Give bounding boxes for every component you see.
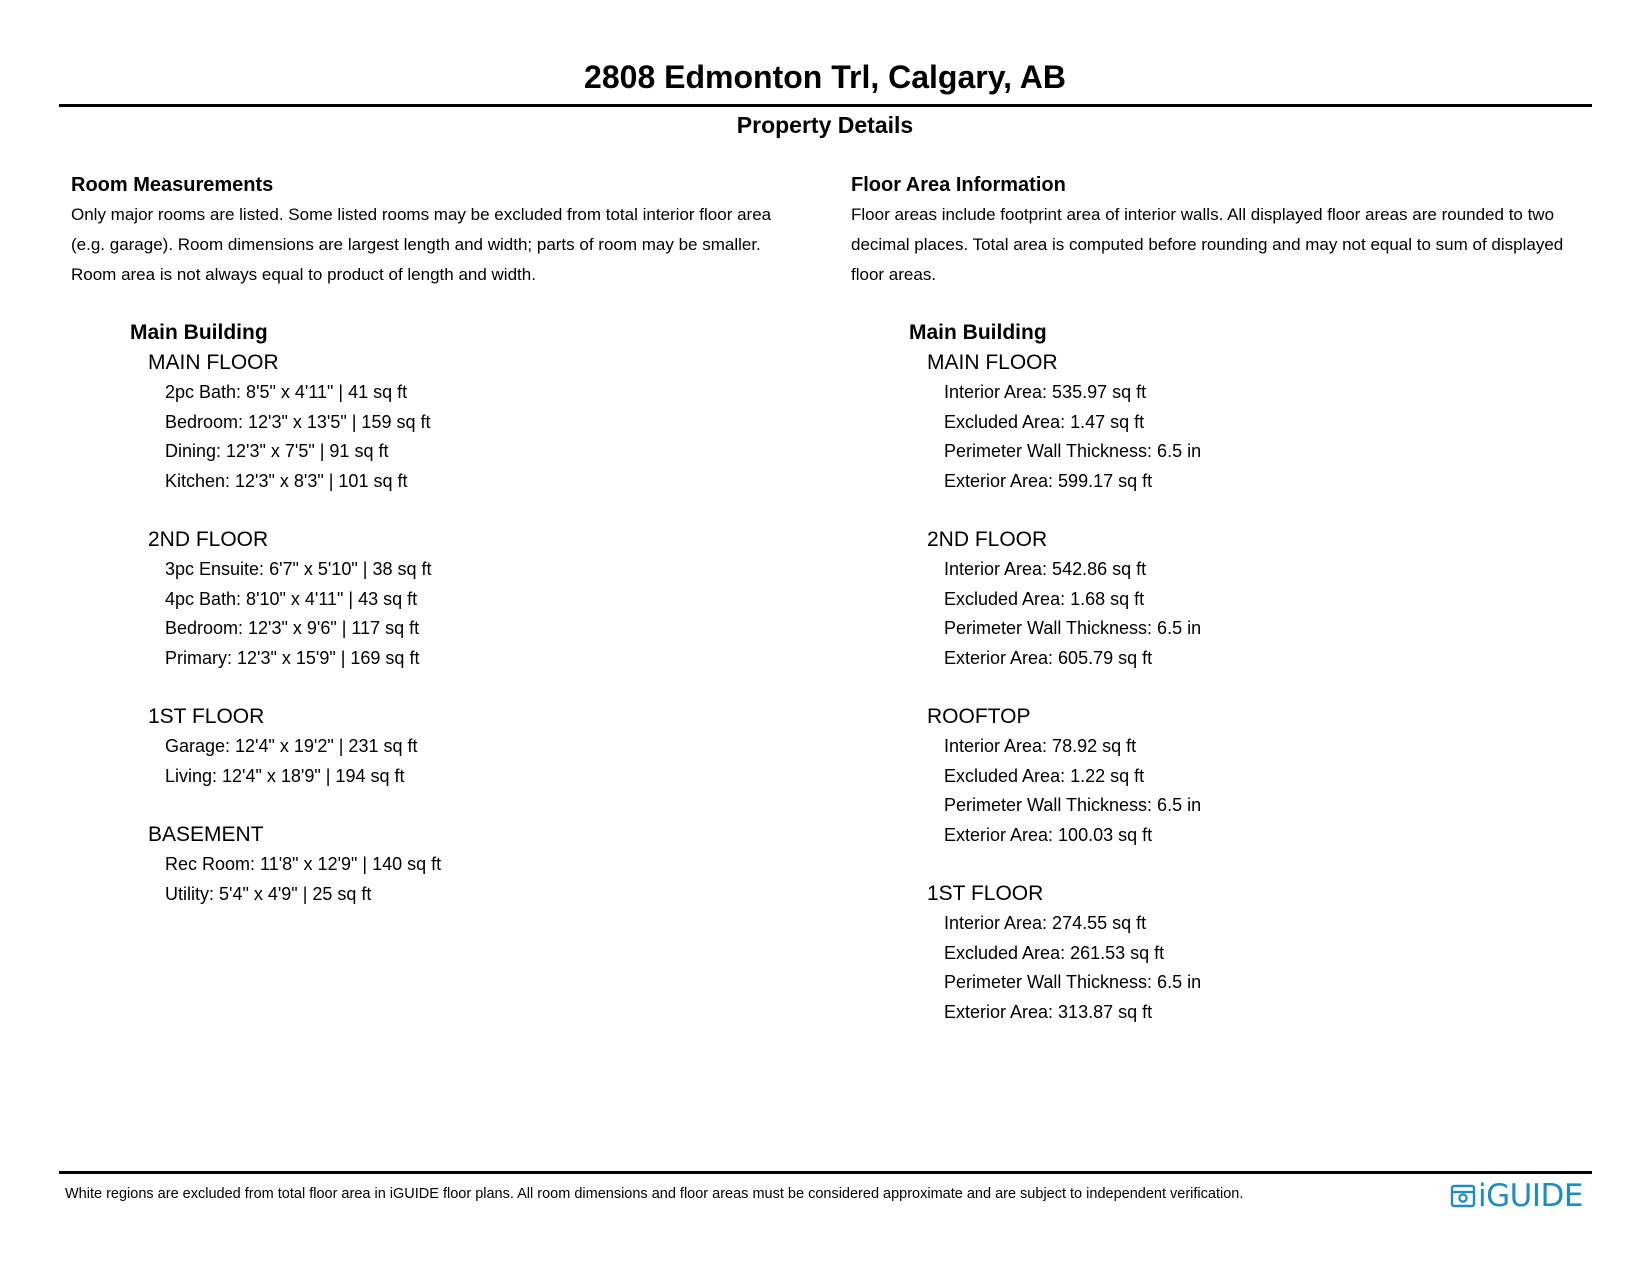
footer-disclaimer: White regions are excluded from total floor area in iGUIDE floor plans. All room dimensions and floor areas must be considered approximate and are subject to independent verification. (65, 1186, 1244, 1202)
room-item: 4pc Bath: 8'10" x 4'11" | 43 sq ft (165, 588, 418, 609)
floor-name: 2ND FLOOR (148, 528, 269, 551)
floor-name: 1ST FLOOR (148, 705, 265, 728)
floor-area-desc-line: Floor areas include footprint area of interior walls. All displayed floor areas are rounded to two (851, 205, 1555, 224)
area-block-1st-floor (909, 879, 1201, 1027)
room-item: Utility: 5'4" x 4'9" | 25 sq ft (165, 883, 372, 904)
room-item: Kitchen: 12'3" x 8'3" | 101 sq ft (165, 470, 408, 491)
room-item: Primary: 12'3" x 15'9" | 169 sq ft (165, 647, 420, 668)
floor-block-1st-floor (130, 702, 441, 791)
area-block-2nd-floor (909, 525, 1201, 673)
floor-name: BASEMENT (148, 823, 264, 846)
area-item: Interior Area: 535.97 sq ft (944, 382, 1147, 402)
area-item: Perimeter Wall Thickness: 6.5 in (944, 618, 1202, 638)
room-measurements-building (130, 318, 441, 938)
room-measurements-heading: Room Measurements (71, 174, 274, 196)
area-item: Perimeter Wall Thickness: 6.5 in (944, 795, 1202, 815)
area-item: Interior Area: 274.55 sq ft (944, 913, 1147, 933)
building-title: Main Building (909, 321, 1047, 344)
page-subtitle: Property Details (736, 112, 914, 138)
page-title: 2808 Edmonton Trl, Calgary, AB (584, 59, 1066, 95)
area-item: Perimeter Wall Thickness: 6.5 in (944, 441, 1202, 461)
room-item: 2pc Bath: 8'5" x 4'11" | 41 sq ft (165, 382, 408, 402)
camera-box-icon (1450, 1183, 1476, 1209)
area-item: Interior Area: 78.92 sq ft (944, 736, 1137, 756)
floor-block-main-floor (130, 348, 441, 496)
area-block-rooftop (909, 702, 1201, 850)
room-measurements-desc-line: (e.g. garage). Room dimensions are largest length and width; parts of room may be smaller. (71, 235, 761, 254)
floor-name: 1ST FLOOR (927, 882, 1044, 905)
header-divider (59, 104, 1592, 107)
area-item: Excluded Area: 1.68 sq ft (944, 588, 1145, 609)
room-measurements-desc-line: Only major rooms are listed. Some listed rooms may be excluded from total interior floor area (71, 205, 772, 224)
room-item: Rec Room: 11'8" x 12'9" | 140 sq ft (165, 854, 442, 874)
floor-name: MAIN FLOOR (927, 351, 1058, 374)
logo-text: iGUIDE (1478, 1178, 1583, 1214)
room-item: Bedroom: 12'3" x 13'5" | 159 sq ft (165, 411, 431, 432)
floor-area-heading: Floor Area Information (851, 174, 1066, 196)
room-item: 3pc Ensuite: 6'7" x 5'10" | 38 sq ft (165, 559, 432, 579)
floor-block-basement (130, 820, 441, 909)
area-item: Excluded Area: 261.53 sq ft (944, 942, 1165, 963)
area-item: Exterior Area: 313.87 sq ft (944, 1001, 1153, 1022)
area-block-main-floor (909, 348, 1201, 496)
floor-name: 2ND FLOOR (927, 528, 1048, 551)
room-measurements-desc-line: Room area is not always equal to product of length and width. (71, 265, 536, 284)
floor-name: MAIN FLOOR (148, 351, 279, 374)
room-item: Living: 12'4" x 18'9" | 194 sq ft (165, 765, 405, 786)
footer-divider (59, 1171, 1592, 1174)
room-measurements-section (71, 170, 831, 290)
floor-block-2nd-floor (130, 525, 441, 673)
area-item: Excluded Area: 1.47 sq ft (944, 411, 1145, 432)
area-item: Exterior Area: 599.17 sq ft (944, 470, 1153, 491)
room-item: Bedroom: 12'3" x 9'6" | 117 sq ft (165, 618, 420, 638)
floor-area-desc-line: decimal places. Total area is computed before rounding and may not equal to sum of displayed (851, 235, 1564, 254)
floor-area-desc-line: floor areas. (851, 265, 937, 284)
room-item: Garage: 12'4" x 19'2" | 231 sq ft (165, 736, 418, 756)
area-item: Exterior Area: 605.79 sq ft (944, 647, 1153, 668)
floor-area-building (909, 318, 1201, 1056)
area-item: Excluded Area: 1.22 sq ft (944, 765, 1145, 786)
area-item: Perimeter Wall Thickness: 6.5 in (944, 972, 1202, 992)
floor-area-section (851, 170, 1611, 290)
iguide-logo (1450, 1180, 1583, 1212)
floor-name: ROOFTOP (927, 705, 1031, 728)
area-item: Interior Area: 542.86 sq ft (944, 559, 1147, 579)
building-title: Main Building (130, 321, 268, 344)
area-item: Exterior Area: 100.03 sq ft (944, 824, 1153, 845)
room-item: Dining: 12'3" x 7'5" | 91 sq ft (165, 441, 389, 461)
